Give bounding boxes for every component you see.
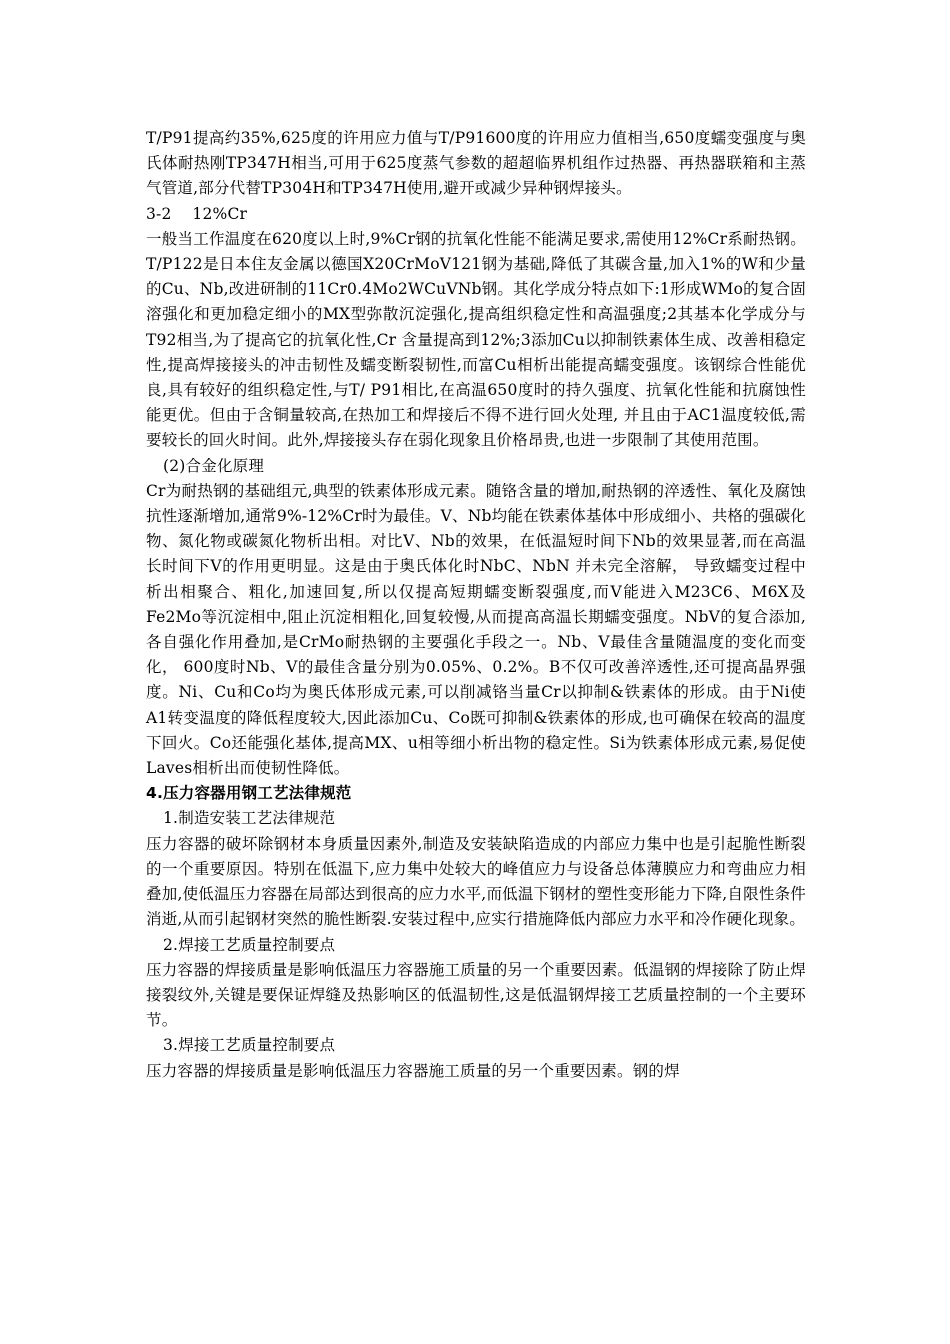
paragraph-welding-1: 压力容器的焊接质量是影响低温压力容器施工质量的另一个重要因素。低温钢的焊接除了防止焊接裂纹外,关键是要保证焊缝及热影响区的低温韧性,这是低温钢焊接工艺质量控制的一个主要环节。 xyxy=(146,960,806,1030)
section-heading-alloying: (2)合金化原理 xyxy=(163,456,265,475)
paragraph-tp91-continuation: T/P91提高约35%,625度的许用应力值与T/P91600度的许用应力值相当,650度蠕变强度与奥氏体耐热刚TP347H相当,可用于625度蒸气参数的超超临界机组作过热器、再热器联箱和主蒸气管道,部分代替TP304H和TP347H使用,避开或减少异种钢焊接头。 xyxy=(146,129,806,198)
paragraph-alloying-principle: Cr为耐热钢的基础组元,典型的铁素体形成元素。随铬含量的增加,耐热钢的淬透性、氧化及腐蚀抗性逐渐增加,通常9%-12%Cr时为最佳。V、Nb均能在铁素体基体中形成细小、共格的强碳化物、氮化物或碳氮化物析出相。对比V、Nb的效果，在低温短时间下Nb的效果显著,而在高温长时间下V的作用更明显。这是由于奥氏体化时NbC、NbN 并未完全溶解， 导致蠕变过程中析出相聚合、粗化,加速回复,所以仅提高短期蠕变断裂强度,而V能进入M23C6、M6X及Fe2Mo等沉淀相中,阻止沉淀相粗化,回复较慢,从而提高高温长期蠕变强度。NbV的复合添加,各自强化作用叠加,是CrMo耐热钢的主要强化手段之一。Nb、V最佳含量随温度的变化而变化， 600度时Nb、V的最佳含量分别为0.05%、0.2%。B不仅可改善淬透性,还可提高晶界强度。Ni、Cu和Co均为奥氏体形成元素,可以削减铬当量Cr以抑制&铁素体的形成。由于Ni使A1转变温度的降低程度较大,因此添加Cu、Co既可抑制&铁素体的形成,也可确保在较高的温度下回火。Co还能强化基体,提高MX、u相等细小析出物的稳定性。Si为铁素体形成元素,易促使Laves相析出而使韧性降低。 xyxy=(146,481,806,778)
subheading-welding-2: 3.焊接工艺质量控制要点 xyxy=(163,1036,336,1055)
subheading-manufacturing: 1.制造安装工艺法律规范 xyxy=(163,809,336,828)
section-heading-3-2: 3-2 12%Cr xyxy=(146,204,248,223)
paragraph-welding-2: 压力容器的焊接质量是影响低温压力容器施工质量的另一个重要因素。钢的焊 xyxy=(146,1061,680,1080)
paragraph-manufacturing: 压力容器的破坏除钢材本身质量因素外,制造及安装缺陷造成的内部应力集中也是引起脆性断裂的一个重要原因。特别在低温下,应力集中处较大的峰值应力与设备总体薄膜应力和弯曲应力相叠加,使低温压力容器在局部达到很高的应力水平,而低温下钢材的塑性变形能力下降,自限性条件消逝,从而引起钢材突然的脆性断裂.安装过程中,应实行措施降低内部应力水平和冷作硬化现象。 xyxy=(146,834,806,929)
section-heading-4: 4.压力容器用钢工艺法律规范 xyxy=(146,784,352,803)
subheading-welding-1: 2.焊接工艺质量控制要点 xyxy=(163,935,336,954)
document-page xyxy=(146,126,806,1084)
paragraph-12cr-steel: 一般当工作温度在620度以上时,9%Cr钢的抗氧化性能不能满足要求,需使用12%Cr系耐热钢。T/P122是日本住友金属以德国X20CrMoV121钢为基础,降低了其碳含量,加入1%的W和少量的Cu、Nb,改进研制的11Cr0.4Mo2WCuVNb钢。其化学成分特点如下:1形成WMo的复合固溶强化和更加稳定细小的MX型弥散沉淀强化,提高组织稳定性和高温强度;2其基本化学成分与T92相当,为了提高它的抗氧化性,Cr 含量提高到12%;3添加Cu以抑制铁素体生成、改善相稳定性,提高焊接接头的冲击韧性及蠕变断裂韧性,而富Cu相析出能提高蠕变强度。该钢综合性能优良,具有较好的组织稳定性,与T/ P91相比,在高温650度时的持久强度、抗氧化性能和抗腐蚀性能更优。但由于含铜量较高,在热加工和焊接后不得不进行回火处理, 并且由于AC1温度较低,需要较长的回火时间。此外,焊接接头存在弱化现象且价格昂贵,也进一步限制了其使用范围。 xyxy=(146,229,806,450)
